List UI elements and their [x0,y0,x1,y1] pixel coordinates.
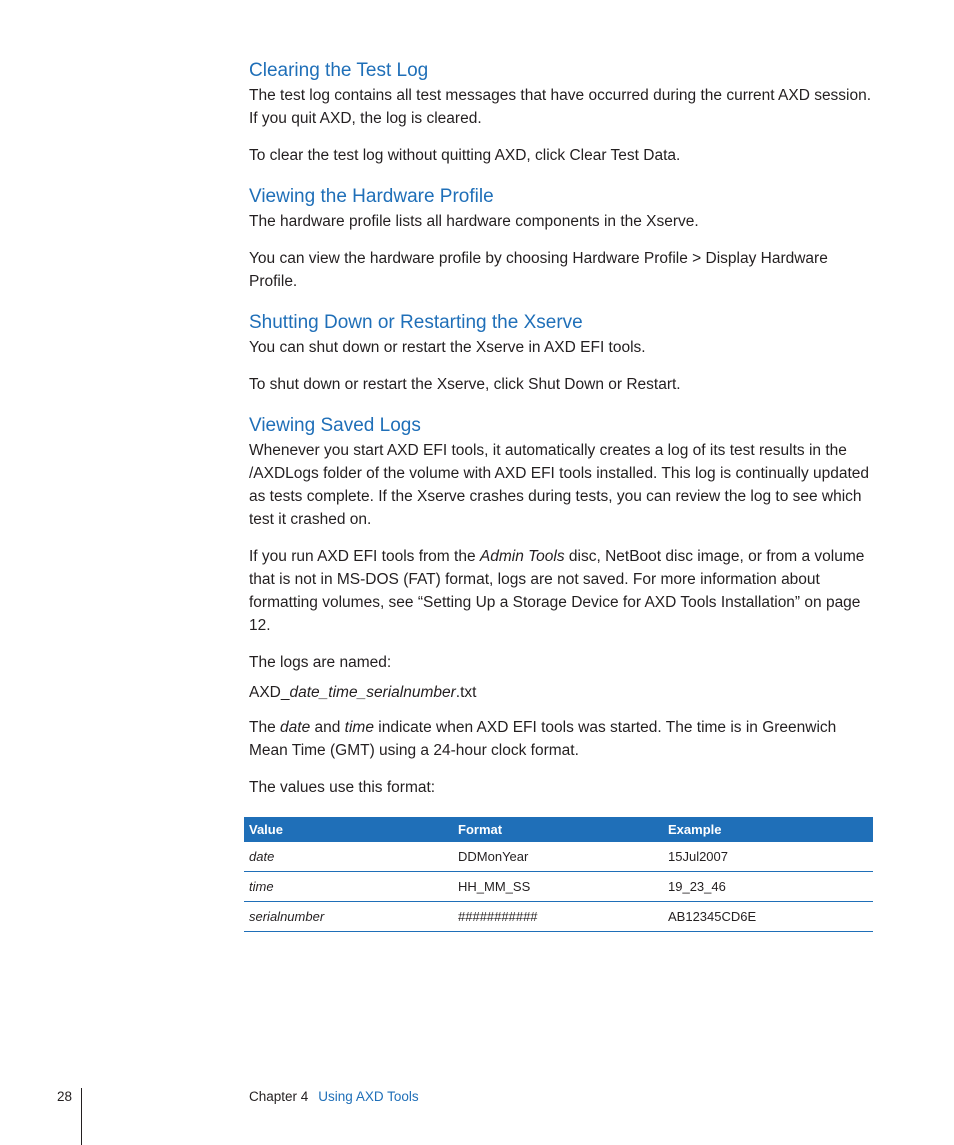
italic-text: date_time_serialnumber [289,684,456,701]
section-clearing-test-log [249,58,875,167]
table-cell: HH_MM_SS [453,872,663,902]
paragraph: Whenever you start AXD EFI tools, it automatically creates a log of its test results in the /AXDLogs folder of the volume with AXD EFI tools installed. This log is continually updated as tests complete. If the Xserve crashes during tests, you can review the log to see which test it crashed on. [249,442,870,528]
page-number: 28 [57,1089,73,1104]
table-cell: 19_23_46 [663,872,873,902]
table-cell: time [244,872,453,902]
text: disc, NetBoot disc image, or from a volume that is not in MS-DOS (FAT) format, logs are not saved. For more information about formatting volumes, see “Setting Up a Storage Device for AXD Tools Installation” on page 12. [249,548,865,634]
paragraph: The hardware profile lists all hardware components in the Xserve. [249,213,699,230]
table-row [244,872,873,902]
section-shutdown-restart [249,310,875,396]
paragraph: You can view the hardware profile by choosing Hardware Profile > Display Hardware Profile. [249,250,828,290]
text: .txt [455,684,477,701]
italic-text: time [344,719,374,736]
column-header: Value [244,817,453,842]
paragraph [249,545,875,637]
paragraph: The logs are named: [249,654,392,671]
heading-hardware-profile: Viewing the Hardware Profile [249,186,494,207]
paragraph: You can shut down or restart the Xserve in AXD EFI tools. [249,339,646,356]
italic-text: date [280,719,311,736]
column-header: Example [663,817,873,842]
paragraph: To clear the test log without quitting AXD, click Clear Test Data. [249,147,681,164]
text: indicate when AXD EFI tools was started. The time is in Greenwich Mean Time (GMT) using a 24-hour clock format. [249,719,837,759]
italic-text: Admin Tools [479,548,565,565]
paragraph [249,716,875,762]
table-row [244,842,873,872]
chapter-label: Chapter 4 [249,1089,309,1104]
format-table [244,817,873,932]
table-cell: 15Jul2007 [663,842,873,872]
table-cell: DDMonYear [453,842,663,872]
column-header: Format [453,817,663,842]
footer-chapter [249,1089,419,1104]
log-filename [249,681,875,704]
chapter-title: Using AXD Tools [318,1089,419,1104]
table-cell: AB12345CD6E [663,902,873,932]
table-cell: ########### [453,902,663,932]
table-cell: date [244,842,453,872]
paragraph: The test log contains all test messages that have occurred during the current AXD session. If you quit AXD, the log is cleared. [249,87,872,127]
section-hardware-profile [249,184,875,293]
text: The [249,719,281,736]
table-cell: serialnumber [244,902,453,932]
text: If you run AXD EFI tools from the [249,548,480,565]
table-header-row [244,817,873,842]
table-row [244,902,873,932]
text: and [310,719,345,736]
text: AXD_ [249,684,290,701]
section-saved-logs [249,413,875,799]
page-content [249,58,875,816]
footer-divider [81,1088,82,1145]
heading-shutdown-restart: Shutting Down or Restarting the Xserve [249,312,583,333]
heading-saved-logs: Viewing Saved Logs [249,415,421,436]
paragraph: To shut down or restart the Xserve, click Shut Down or Restart. [249,376,681,393]
heading-clearing-test-log: Clearing the Test Log [249,60,429,81]
paragraph: The values use this format: [249,779,436,796]
